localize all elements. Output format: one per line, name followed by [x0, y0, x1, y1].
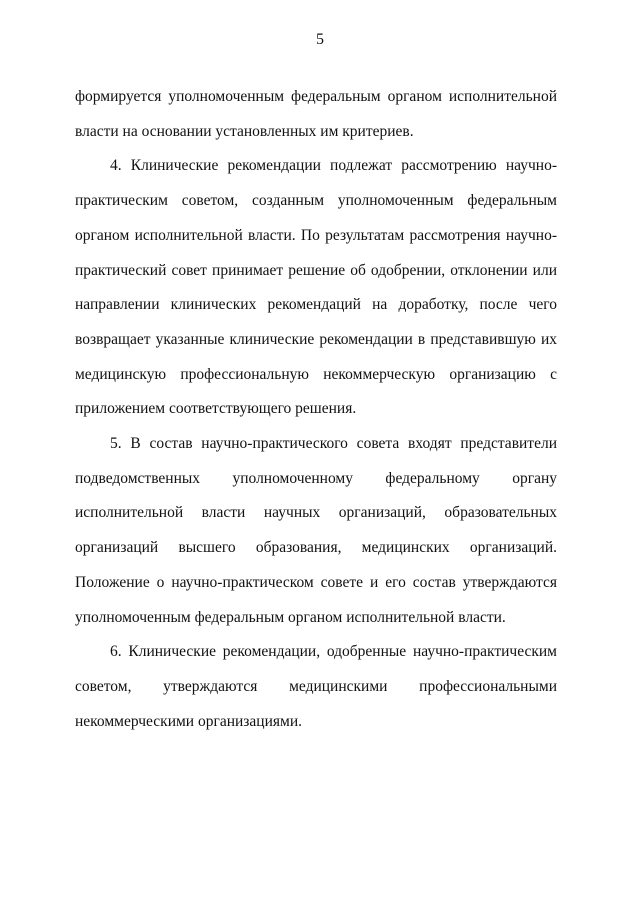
page-number: 5 — [316, 31, 324, 48]
paragraph-item-5: 5. В состав научно-практического совета входят представители подведомственных уполномоченному федеральному органу исполнительной власти научных организаций, образовательных организаций высшего образования, медицинских организаций. Положение о научно-практическом совете и его состав утверждаются уполномоченным федеральным органом исполнительной власти. — [75, 435, 557, 626]
paragraph-continuation: формируется уполномоченным федеральным органом исполнительной власти на основании установленных им критериев. — [75, 88, 557, 140]
paragraph-item-6: 6. Клинические рекомендации, одобренные научно-практическим советом, утверждаются медицинскими профессиональными некоммерческими организациями. — [75, 643, 557, 730]
paragraph-item-4: 4. Клинические рекомендации подлежат рассмотрению научно-практическим советом, созданным уполномоченным федеральным органом исполнительной власти. По результатам рассмотрения научно-практический совет принимает решение об одобрении, отклонении или направлении клинических рекомендаций на доработку, после чего возвращает указанные клинические рекомендации в представившую их медицинскую профессиональную некоммерческую организацию с приложением соответствующего решения. — [75, 157, 557, 418]
document-body — [75, 80, 557, 739]
